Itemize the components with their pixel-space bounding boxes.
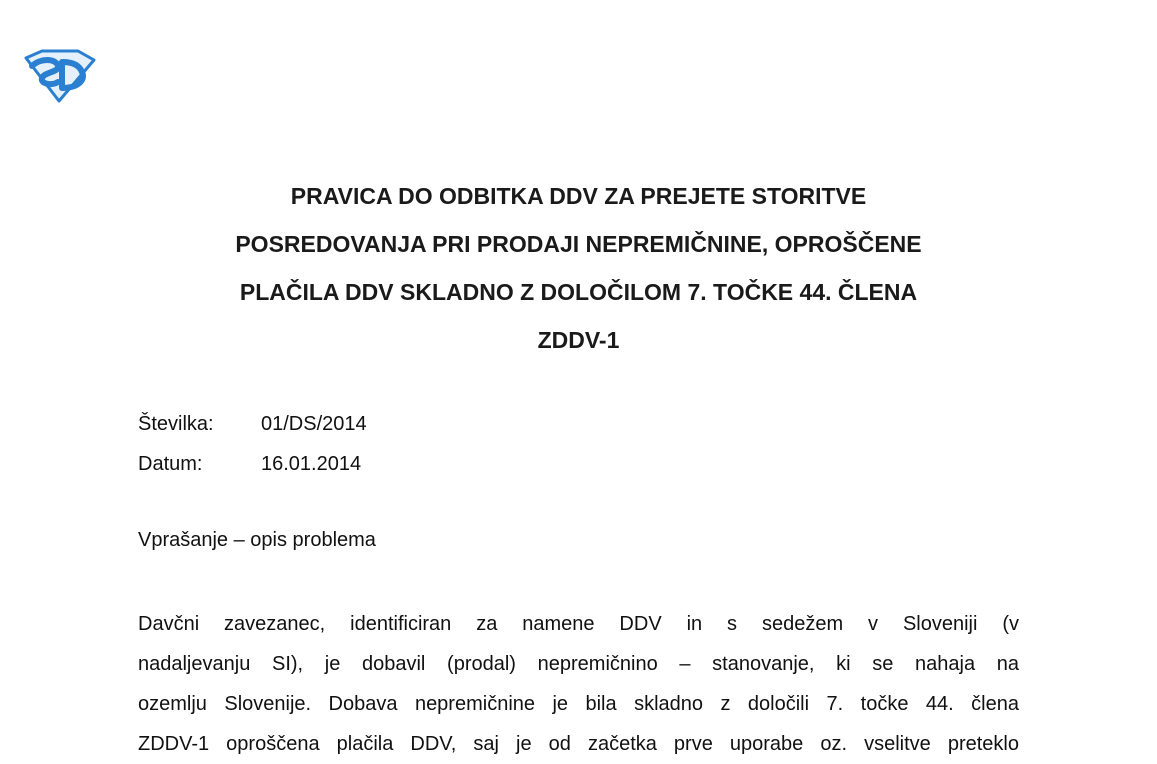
date-label: Datum:	[138, 453, 203, 475]
date-value: 16.01.2014	[261, 453, 362, 475]
document-meta	[138, 404, 367, 484]
company-logo	[22, 48, 96, 104]
title-line: PRAVICA DO ODBITKA DDV ZA PREJETE STORITVE	[290, 183, 867, 209]
title-line: POSREDOVANJA PRI PRODAJI NEPREMIČNINE, OPROŠČENE	[235, 231, 922, 257]
body-line: Davčni zavezanec, identificiran za namene DDV in s sedežem v Sloveniji (v	[138, 613, 1019, 635]
body-line: ozemlju Slovenije. Dobava nepremičnine je bila skladno z določili 7. točke 44. člena	[138, 693, 1019, 715]
meta-row-number	[138, 404, 367, 444]
meta-row-date	[138, 444, 367, 484]
title-line: PLAČILA DDV SKLADNO Z DOLOČILOM 7. TOČKE 44. ČLENA	[239, 279, 918, 305]
title-line: ZDDV-1	[537, 327, 620, 353]
number-value: 01/DS/2014	[261, 413, 367, 435]
section-heading: Vprašanje – opis problema	[138, 529, 376, 551]
document-title	[0, 172, 1157, 364]
number-label: Številka:	[138, 413, 214, 435]
body-line: nadaljevanju SI), je dobavil (prodal) nepremičnino – stanovanje, ki se nahaja na	[138, 653, 1019, 675]
body-line: ZDDV-1 oproščena plačila DDV, saj je od začetka prve uporabe oz. vselitve preteklo	[138, 733, 1019, 755]
sd-shield-logo-icon	[22, 48, 96, 104]
body-paragraph	[138, 604, 1019, 764]
